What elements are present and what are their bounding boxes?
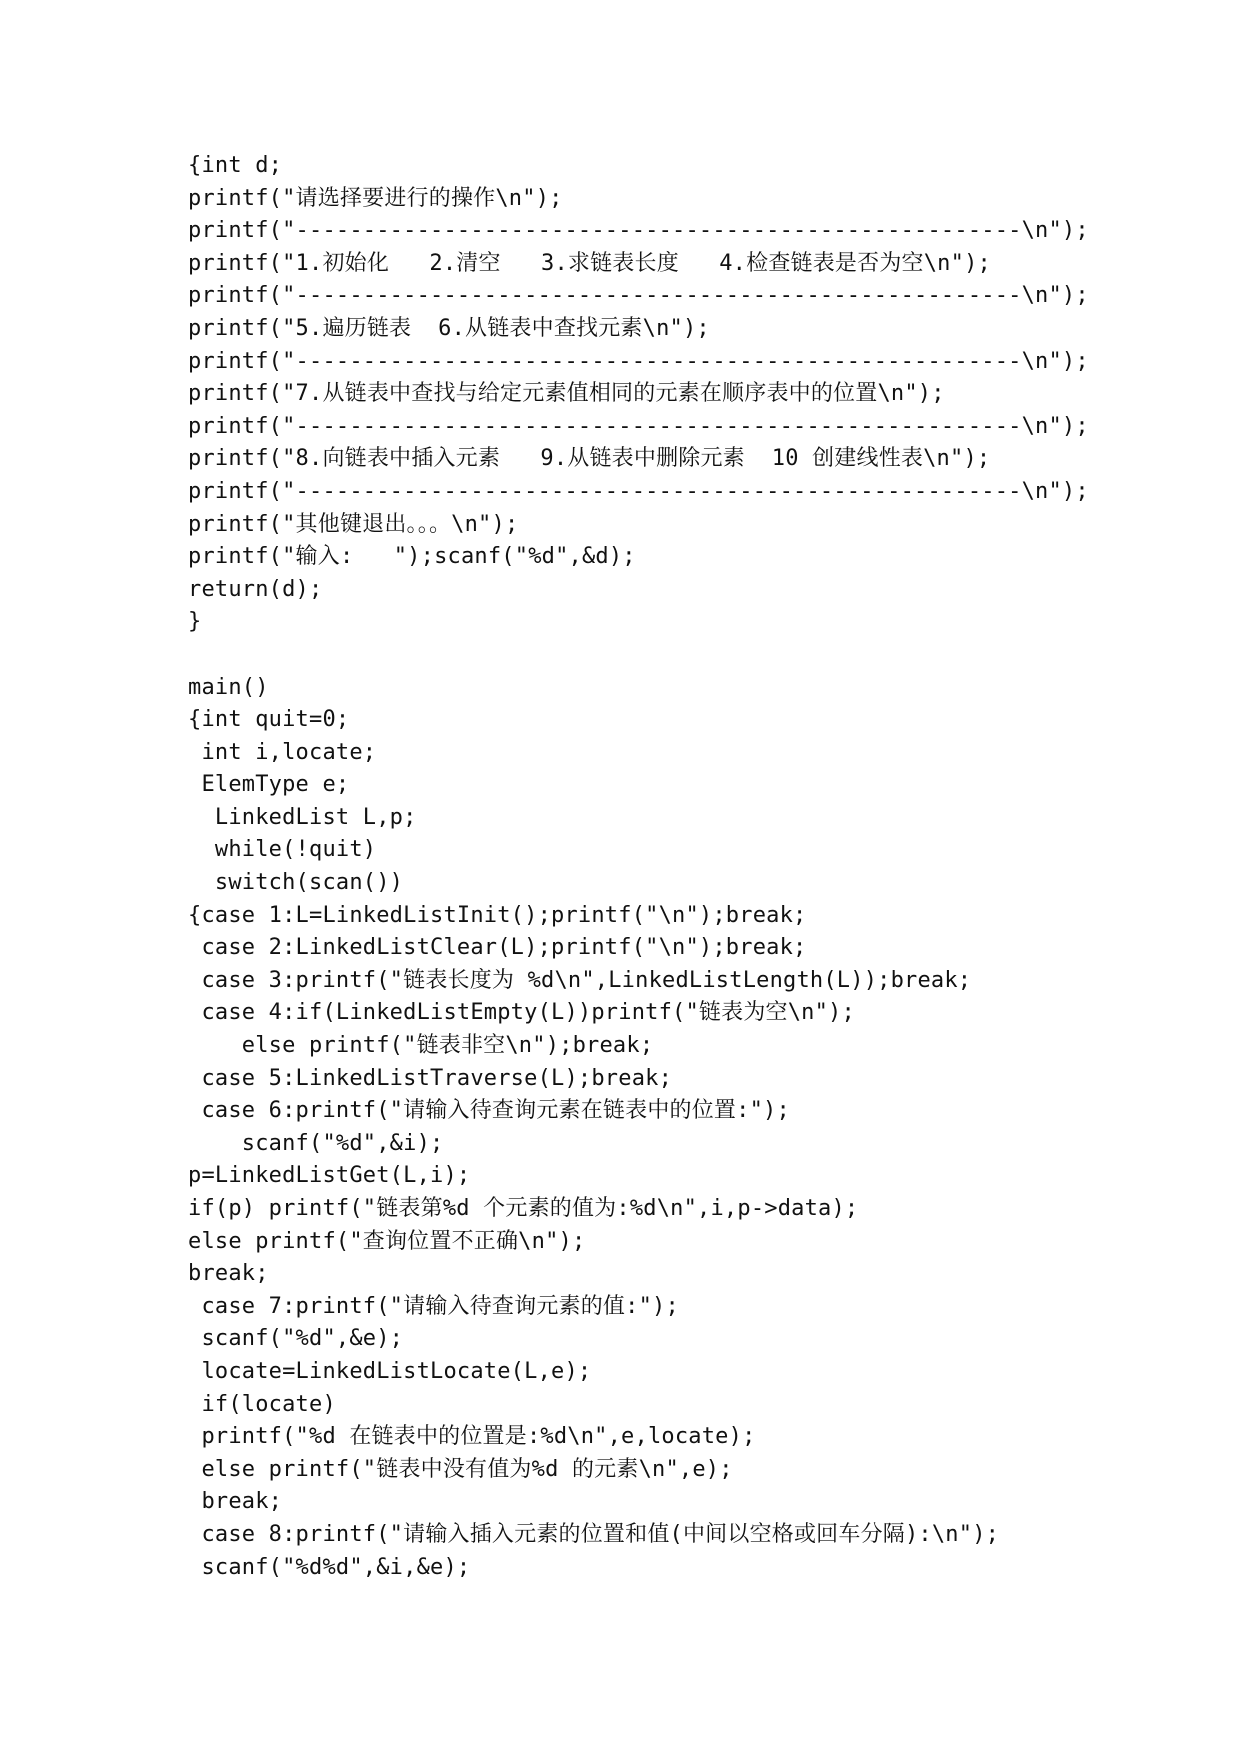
code-line: printf("1.初始化 2.清空 3.求链表长度 4.检查链表是否为空\n"); <box>188 250 991 276</box>
code-line: switch(scan()) <box>188 870 404 896</box>
code-line: printf("------------------------------------------------------\n"); <box>188 283 1089 309</box>
code-line: case 4:if(LinkedListEmpty(L))printf("链表为空\n"); <box>188 1000 855 1026</box>
code-line: printf("------------------------------------------------------\n"); <box>188 218 1089 244</box>
code-line: break; <box>188 1489 283 1515</box>
code-line: printf("------------------------------------------------------\n"); <box>188 478 1089 504</box>
code-line: if(p) printf("链表第%d 个元素的值为:%d\n",i,p->data); <box>188 1196 859 1221</box>
code-line: case 2:LinkedListClear(L);printf("\n");break; <box>188 935 807 961</box>
code-line: else printf("链表非空\n");break; <box>188 1033 654 1059</box>
code-line: printf("输入: ");scanf("%d",&d); <box>188 544 636 570</box>
code-line: {case 1:L=LinkedListInit();printf("\n");break; <box>188 902 807 928</box>
code-line: scanf("%d",&i); <box>188 1130 444 1156</box>
code-line: main() <box>188 674 269 700</box>
code-line: {int d; <box>188 153 283 178</box>
code-line: {int quit=0; <box>188 707 350 733</box>
code-line: printf("其他键退出。。。\n"); <box>188 511 519 537</box>
code-line: else printf("查询位置不正确\n"); <box>188 1228 586 1254</box>
code-line: printf("8.向链表中插入元素 9.从链表中删除元素 10 创建线性表\n"); <box>188 446 991 472</box>
code-line: printf("------------------------------------------------------\n"); <box>188 413 1089 439</box>
code-line: p=LinkedListGet(L,i); <box>188 1163 471 1189</box>
code-line: if(locate) <box>188 1391 336 1417</box>
code-line: case 6:printf("请输入待查询元素在链表中的位置:"); <box>188 1098 790 1124</box>
code-line: case 8:printf("请输入插入元素的位置和值(中间以空格或回车分隔):\n"); <box>188 1521 1000 1547</box>
code-line: break; <box>188 1261 269 1287</box>
code-line: printf("------------------------------------------------------\n"); <box>188 348 1089 374</box>
code-line: case 5:LinkedListTraverse(L);break; <box>188 1065 673 1091</box>
code-line: locate=LinkedListLocate(L,e); <box>188 1358 592 1384</box>
code-line: scanf("%d%d",&i,&e); <box>188 1554 471 1580</box>
code-line: case 7:printf("请输入待查询元素的值:"); <box>188 1293 679 1319</box>
code-listing <box>188 150 1218 1584</box>
code-line: printf("请选择要进行的操作\n"); <box>188 185 563 211</box>
code-line: return(d); <box>188 576 323 602</box>
code-line: ElemType e; <box>188 772 350 798</box>
code-line: case 3:printf("链表长度为 %d\n",LinkedListLength(L));break; <box>188 967 972 993</box>
code-line: while(!quit) <box>188 837 377 863</box>
code-line: LinkedList L,p; <box>188 804 417 830</box>
code-line: printf("%d 在链表中的位置是:%d\n",e,locate); <box>188 1424 756 1450</box>
code-line: scanf("%d",&e); <box>188 1326 404 1352</box>
code-line <box>188 639 1218 672</box>
code-line: } <box>188 609 202 635</box>
code-line: printf("5.遍历链表 6.从链表中查找元素\n"); <box>188 315 710 341</box>
code-line: else printf("链表中没有值为%d 的元素\n",e); <box>188 1456 733 1482</box>
code-line: printf("7.从链表中查找与给定元素值相同的元素在顺序表中的位置\n"); <box>188 381 945 407</box>
code-line: int i,locate; <box>188 739 377 765</box>
